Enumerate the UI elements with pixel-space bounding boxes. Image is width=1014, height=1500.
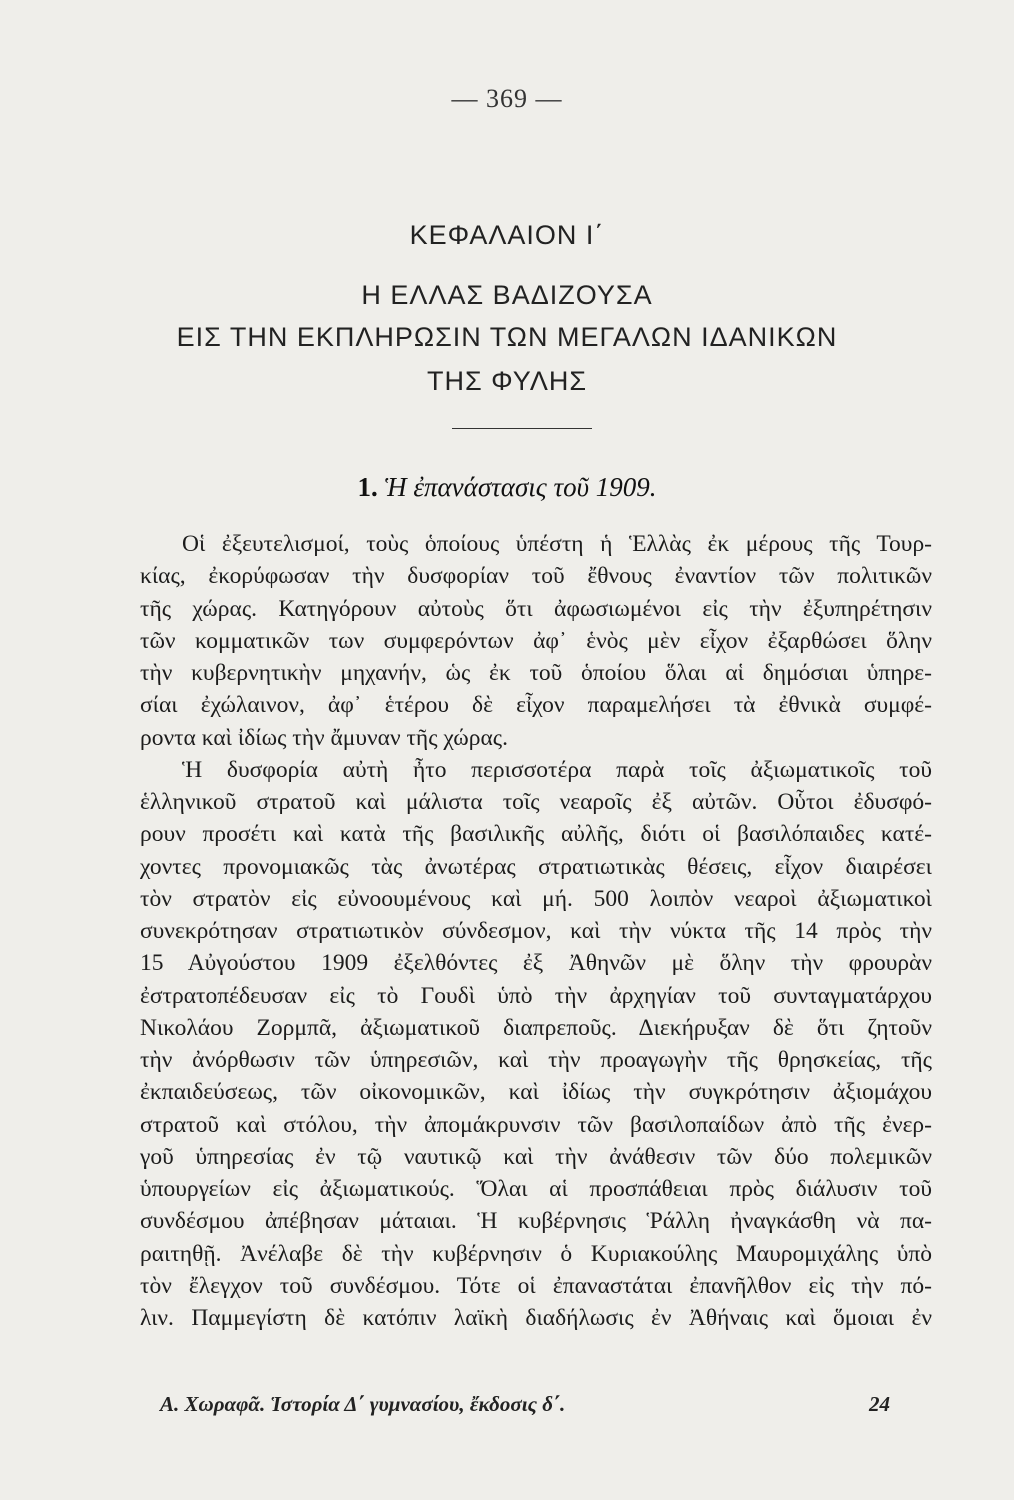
text-line: λιν. Παμμεγίστη δὲ κατόπιν λαϊκὴ διαδήλωσις ἐν Ἀθήναις καὶ ὅμοιαι ἐν — [140, 1305, 932, 1331]
body-text — [140, 528, 932, 1334]
text-line: τὴν ἀνόρθωσιν τῶν ὑπηρεσιῶν, καὶ τὴν προαγωγὴν τῆς θρησκείας, τῆς — [140, 1047, 932, 1073]
chapter-title-line-1: Η ΕΛΛΑΣ ΒΑΔΙΖΟΥΣΑ — [361, 280, 653, 310]
section-title: Ἡ ἐπανάστασις τοῦ 1909. — [384, 472, 657, 502]
section-number: 1. — [357, 472, 378, 502]
text-line: ρουν προσέτι καὶ κατὰ τῆς βασιλικῆς αὐλῆς, διότι οἱ βασιλόπαιδες κατέ- — [140, 821, 932, 848]
text-line: γοῦ ὑπηρεσίας ἐν τῷ ναυτικῷ καὶ τὴν ἀνάθεσιν τῶν δύο πολεμικῶν — [140, 1143, 932, 1170]
text-line: Οἱ ἐξευτελισμοί, τοὺς ὁποίους ὑπέστη ἡ Ἑλλὰς ἐκ μέρους τῆς Τουρ- — [182, 531, 932, 557]
chapter-title-line-3: ΤΗΣ ΦΥΛΗΣ — [426, 366, 588, 396]
text-line: συνεκρότησαν στρατιωτικὸν σύνδεσμον, καὶ τὴν νύκτα τῆς 14 πρὸς τὴν — [140, 918, 932, 944]
chapter-title-line-2: ΕΙΣ ΤΗΝ ΕΚΠΛΗΡΩΣΙΝ ΤΩΝ ΜΕΓΑΛΩΝ ΙΔΑΝΙΚΩΝ — [176, 322, 838, 352]
title-divider — [452, 428, 592, 429]
text-line: συνδέσμου ἀπέβησαν μάταιαι. Ἡ κυβέρνησις Ῥάλλη ἠναγκάσθη νὰ πα- — [140, 1208, 932, 1235]
text-line: κίας, ἐκορύφωσαν τὴν δυσφορίαν τοῦ ἔθνους ἐναντίον τῶν πολιτικῶν — [140, 563, 932, 590]
text-line: τὴν κυβερνητικὴν μηχανήν, ὡς ἐκ τοῦ ὁποίου ὅλαι αἱ δημόσιαι ὑπηρε- — [140, 660, 932, 686]
text-line: ἐστρατοπέδευσαν εἰς τὸ Γουδὶ ὑπὸ τὴν ἀρχηγίαν τοῦ συνταγματάρχου — [140, 982, 932, 1009]
text-line: ἑλληνικοῦ στρατοῦ καὶ μάλιστα τοῖς νεαροῖς ἐξ αὐτῶν. Οὗτοι ἐδυσφό- — [140, 789, 932, 815]
text-line: Ἡ δυσφορία αὐτὴ ἦτο περισσοτέρα παρὰ τοῖς ἀξιωματικοῖς τοῦ — [182, 756, 932, 783]
text-line: ροντα καὶ ἰδίως τὴν ἄμυναν τῆς χώρας. — [140, 724, 508, 751]
signature-number: 24 — [869, 1392, 890, 1416]
text-line: ἐκπαιδεύσεως, τῶν οἰκονομικῶν, καὶ ἰδίως τὴν συγκρότησιν ἀξιομάχου — [140, 1079, 932, 1106]
text-line: τῶν κομματικῶν των συμφερόντων ἀφ᾽ ἑνὸς μὲν εἶχον ἐξαρθώσει ὅλην — [140, 627, 932, 654]
text-line: στρατοῦ καὶ στόλου, τὴν ἀπομάκρυνσιν τῶν βασιλοπαίδων ἀπὸ τῆς ἐνερ- — [140, 1111, 932, 1138]
chapter-label: ΚΕΦΑΛΑΙΟΝ Ι΄ — [409, 220, 605, 250]
text-line: ραιτηθῇ. Ἀνέλαβε δὲ τὴν κυβέρνησιν ὁ Κυριακούλης Μαυρομιχάλης ὑπὸ — [140, 1240, 932, 1267]
page-number: — 369 — — [451, 84, 563, 113]
text-line: 15 Αὐγούστου 1909 ἐξελθόντες ἐξ Ἀθηνῶν μὲ ὅλην τὴν φρουρὰν — [140, 950, 932, 977]
text-line: τῆς χώρας. Κατηγόρουν αὐτοὺς ὅτι ἀφωσιωμένοι εἰς τὴν ἐξυπηρέτησιν — [140, 595, 932, 622]
text-line: σίαι ἐχώλαινον, ἀφ᾽ ἑτέρου δὲ εἶχον παραμελήσει τὰ ἐθνικὰ συμφέ- — [140, 692, 932, 719]
footer-citation: Α. Χωραφᾶ. Ἱστορία Δ΄ γυμνασίου, ἔκδοσις δ΄. — [160, 1392, 566, 1416]
text-line: τὸν στρατὸν εἰς εὐνοουμένους καὶ μή. 500 λοιπὸν νεαροὶ ἀξιωματικοὶ — [140, 885, 932, 912]
text-line: Νικολάου Ζορμπᾶ, ἀξιωματικοῦ διαπρεποῦς. Διεκήρυξαν δὲ ὅτι ζητοῦν — [140, 1014, 932, 1041]
text-line: χοντες προνομιακῶς τὰς ἀνωτέρας στρατιωτικὰς θέσεις, εἶχον διαιρέσει — [140, 853, 932, 880]
section-heading — [0, 472, 1014, 503]
text-line: τὸν ἔλεγχον τοῦ συνδέσμου. Τότε οἱ ἐπαναστάται ἐπανῆλθον εἰς τὴν πό- — [140, 1272, 932, 1299]
text-line: ὑπουργείων εἰς ἀξιωματικούς. Ὅλαι αἱ προσπάθειαι πρὸς διάλυσιν τοῦ — [140, 1176, 932, 1202]
